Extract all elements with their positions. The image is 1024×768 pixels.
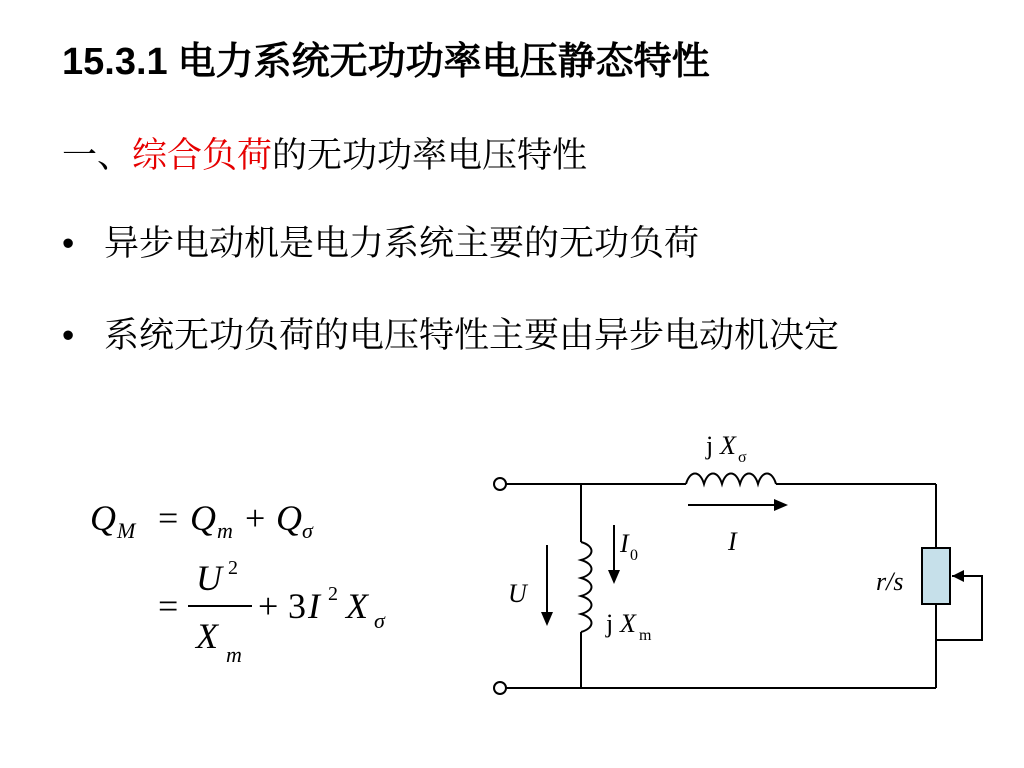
- formula-denominator-sub: m: [226, 642, 242, 667]
- bullet-text: 系统无功负荷的电压特性主要由异步电动机决定: [104, 316, 840, 356]
- section-prefix: 一、: [62, 136, 133, 176]
- formula-qs-sub: σ: [302, 518, 313, 543]
- formula-denominator: X: [196, 616, 218, 656]
- bullet-marker: •: [62, 224, 75, 263]
- terminal-top: [494, 478, 506, 490]
- title-text: 电力系统无功功率电压静态特性: [177, 39, 710, 83]
- voltage-arrow-head: [541, 612, 553, 626]
- section-highlight: 综合负荷: [132, 136, 273, 176]
- bullet-text: 异步电动机是电力系统主要的无功负荷: [104, 224, 700, 264]
- label-i0-sub: 0: [630, 547, 638, 564]
- label-jx-sigma-sub: σ: [738, 449, 747, 466]
- label-voltage: U: [508, 579, 527, 608]
- current-arrow-head: [774, 499, 788, 511]
- formula-qs: Q: [276, 498, 302, 538]
- i0-arrow-head: [608, 570, 620, 584]
- label-jx-sigma-j: j: [706, 431, 714, 460]
- formula-coefficient: 3: [288, 586, 306, 626]
- label-r-over-s: r/s: [876, 567, 904, 596]
- formula-reactance: X: [346, 586, 368, 626]
- formula-current-sup: 2: [328, 583, 338, 605]
- label-jxm-j: j: [606, 609, 614, 638]
- formula-lhs-sub: M: [117, 518, 136, 543]
- formula-equals-1: =: [158, 498, 179, 538]
- formula-qm-sub: m: [217, 518, 233, 543]
- formula-reactance-sub: σ: [374, 608, 385, 633]
- label-jxm-sub: m: [639, 627, 652, 644]
- section-suffix: 的无功功率电压特性: [272, 136, 588, 176]
- bullet-marker: •: [62, 316, 75, 355]
- formula-equals-2: =: [158, 586, 179, 626]
- formula-qm: Q: [190, 498, 216, 538]
- formula-numerator: U: [196, 558, 222, 598]
- formula-numerator-sup: 2: [228, 557, 238, 579]
- label-jxm-x: X: [620, 609, 636, 638]
- series-inductor: [686, 474, 776, 485]
- variable-resistor: [922, 548, 950, 604]
- label-jx-sigma-x: X: [720, 431, 736, 460]
- formula-lhs: Q: [90, 498, 116, 538]
- formula-plus-1: +: [245, 498, 266, 538]
- formula-plus-2: +: [258, 586, 279, 626]
- label-current: I: [728, 527, 737, 556]
- shunt-inductor: [581, 542, 592, 632]
- formula-current: I: [308, 586, 320, 626]
- label-i0: I: [620, 529, 629, 558]
- terminal-bottom: [494, 682, 506, 694]
- rheostat-wiper-head: [952, 570, 964, 582]
- title-number: 15.3.1: [62, 41, 168, 83]
